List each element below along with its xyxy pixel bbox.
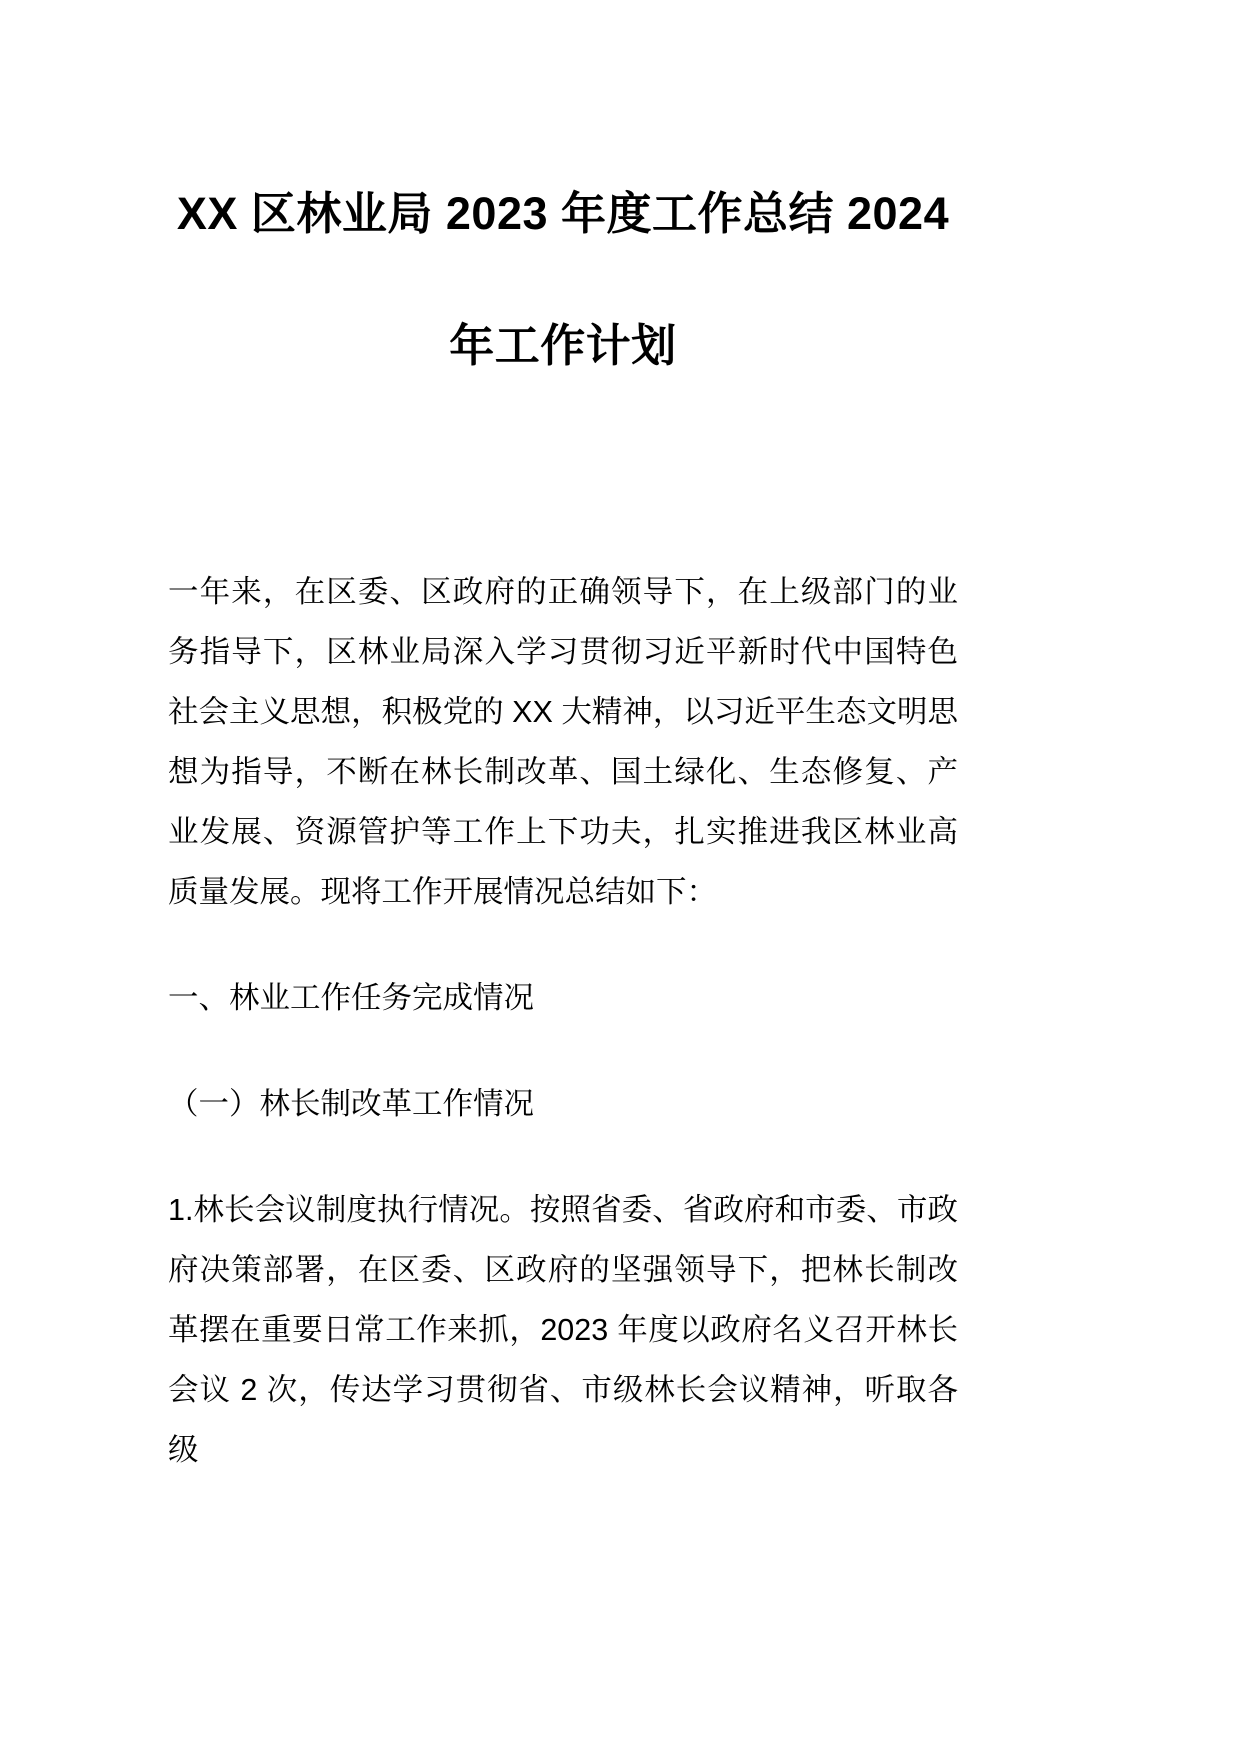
- intro-paragraph: 一年来，在区委、区政府的正确领导下，在上级部门的业务指导下，区林业局深入学习贯彻习近平新时代中国特色社会主义思想，积极党的 XX 大精神，以习近平生态文明思想为指导，不断在林长制改革、国土绿化、生态修复、产业发展、资源管护等工作上下功夫，扎实推进我区林业高质量发展。现将工作开展情况总结如下：: [168, 575, 958, 909]
- document-title: XX 区林业局 2023 年度工作总结 2024 年工作计划: [176, 188, 950, 371]
- subsection-heading-one: （一）林长制改革工作情况: [168, 1087, 534, 1121]
- title-spacer: [168, 412, 958, 562]
- document-content: [168, 0, 958, 1480]
- section-heading-one: 一、林业工作任务完成情况: [168, 981, 534, 1015]
- item-one-paragraph: 1.林长会议制度执行情况。按照省委、省政府和市委、市政府决策部署，在区委、区政府的坚强领导下，把林长制改革摆在重要日常工作来抓，2023 年度以政府名义召开林长会议 2 次，传达学习贯彻省、市级林长会议精神，听取各级: [168, 1193, 958, 1467]
